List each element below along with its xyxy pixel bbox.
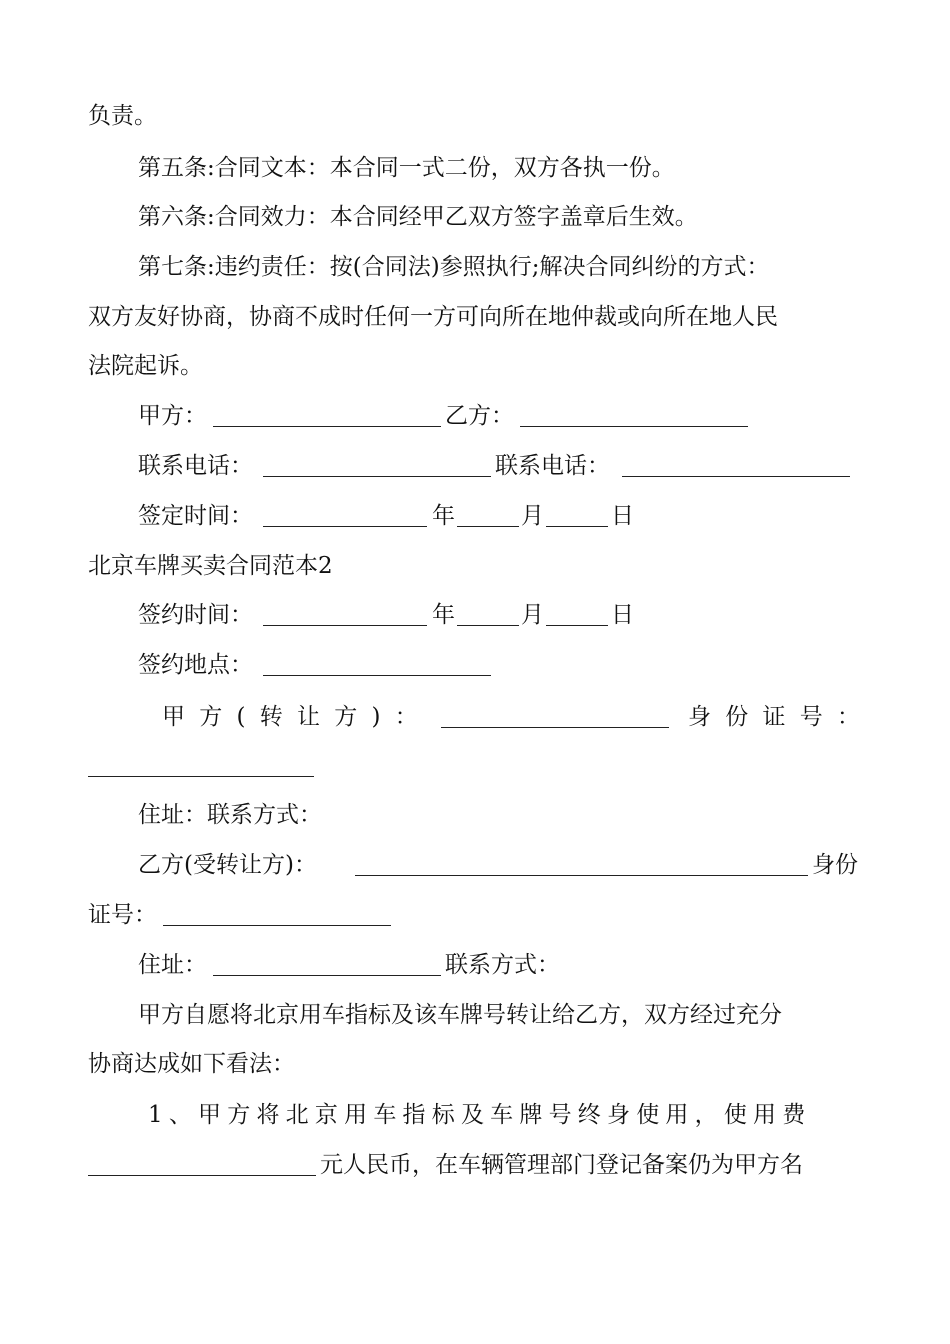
article-7-text-cont: 双方友好协商，协商不成时任何一方可向所在地仲裁或向所在地人民 [88, 304, 778, 330]
text-line [0, 247, 950, 287]
agreement-text: 甲方自愿将北京用车指标及该车牌号转让给乙方，双方经过充分 [138, 1002, 782, 1028]
month-label: 月 [521, 602, 544, 628]
month-label: 月 [521, 503, 544, 529]
month-blank[interactable] [457, 498, 519, 527]
article-6-text: 第六条:合同效力：本合同经甲乙双方签字盖章后生效。 [138, 204, 698, 230]
transferor-line [0, 697, 950, 737]
sign-date-label: 签定时间： [138, 503, 253, 529]
article-7-text-end: 法院起诉。 [88, 353, 203, 379]
text-line [0, 197, 950, 237]
phone-label-b: 联系电话： [495, 453, 610, 479]
month-blank[interactable] [457, 597, 519, 626]
transferor-id-blank[interactable] [88, 748, 314, 777]
year-blank[interactable] [263, 498, 427, 527]
day-label: 日 [611, 503, 634, 529]
clause-1-text-cont: 元人民币，在车辆管理部门登记备案仍为甲方名 [320, 1152, 803, 1178]
year-label: 年 [432, 602, 455, 628]
day-blank[interactable] [546, 597, 608, 626]
transferee-line [0, 845, 950, 885]
text-line [0, 148, 950, 188]
transferee-blank[interactable] [355, 847, 808, 876]
address-line [0, 795, 950, 835]
fee-blank[interactable] [88, 1147, 316, 1176]
address-line [0, 945, 950, 985]
id-number-label: 身份证号： [688, 704, 875, 730]
agreement-text-cont: 协商达成如下看法： [88, 1051, 295, 1077]
id-line [0, 895, 950, 935]
id-blank-line [0, 746, 950, 786]
party-b-label: 乙方： [445, 403, 514, 429]
text-line [0, 297, 950, 337]
day-label: 日 [611, 602, 634, 628]
transferor-blank[interactable] [441, 699, 669, 728]
clause-line [0, 1095, 950, 1135]
clause-1-text: 1、甲方将北京用车指标及车牌号终身使用，使用费 [148, 1102, 812, 1128]
text-line [0, 1044, 950, 1084]
date-line [0, 496, 950, 536]
contract-place-label: 签约地点： [138, 652, 253, 678]
year-blank[interactable] [263, 597, 427, 626]
article-5-text: 第五条:合同文本：本合同一式二份，双方各执一份。 [138, 155, 675, 181]
section-title: 北京车牌买卖合同范本2 [88, 553, 333, 579]
phone-blank-b[interactable] [622, 448, 850, 477]
address-blank[interactable] [213, 947, 441, 976]
signature-line [0, 396, 950, 436]
id-label-part: 身份 [812, 852, 858, 878]
text-line [0, 346, 950, 386]
party-a-blank[interactable] [213, 398, 441, 427]
contract-place-blank[interactable] [263, 647, 491, 676]
transferee-label: 乙方(受转让方)： [138, 852, 317, 878]
phone-line [0, 446, 950, 486]
party-a-label: 甲方： [138, 403, 207, 429]
date-line [0, 595, 950, 635]
party-b-blank[interactable] [520, 398, 748, 427]
article-7-text: 第七条:违约责任：按(合同法)参照执行;解决合同纠纷的方式： [138, 254, 770, 280]
transferee-id-blank[interactable] [163, 897, 391, 926]
id-label-end: 证号： [88, 902, 157, 928]
contact-label: 联系方式： [445, 952, 560, 978]
transferor-label: 甲方(转让方)： [162, 704, 433, 730]
year-label: 年 [432, 503, 455, 529]
phone-blank-a[interactable] [263, 448, 491, 477]
phone-label-a: 联系电话： [138, 453, 253, 479]
address-label: 住址： [138, 952, 207, 978]
paragraph-text: 负责。 [88, 103, 157, 129]
text-line [0, 995, 950, 1035]
text-line [0, 96, 950, 136]
section-title-line [0, 546, 950, 586]
clause-line [0, 1145, 950, 1185]
place-line [0, 645, 950, 685]
day-blank[interactable] [546, 498, 608, 527]
contract-date-label: 签约时间： [138, 602, 253, 628]
address-contact-label: 住址：联系方式： [138, 802, 322, 828]
